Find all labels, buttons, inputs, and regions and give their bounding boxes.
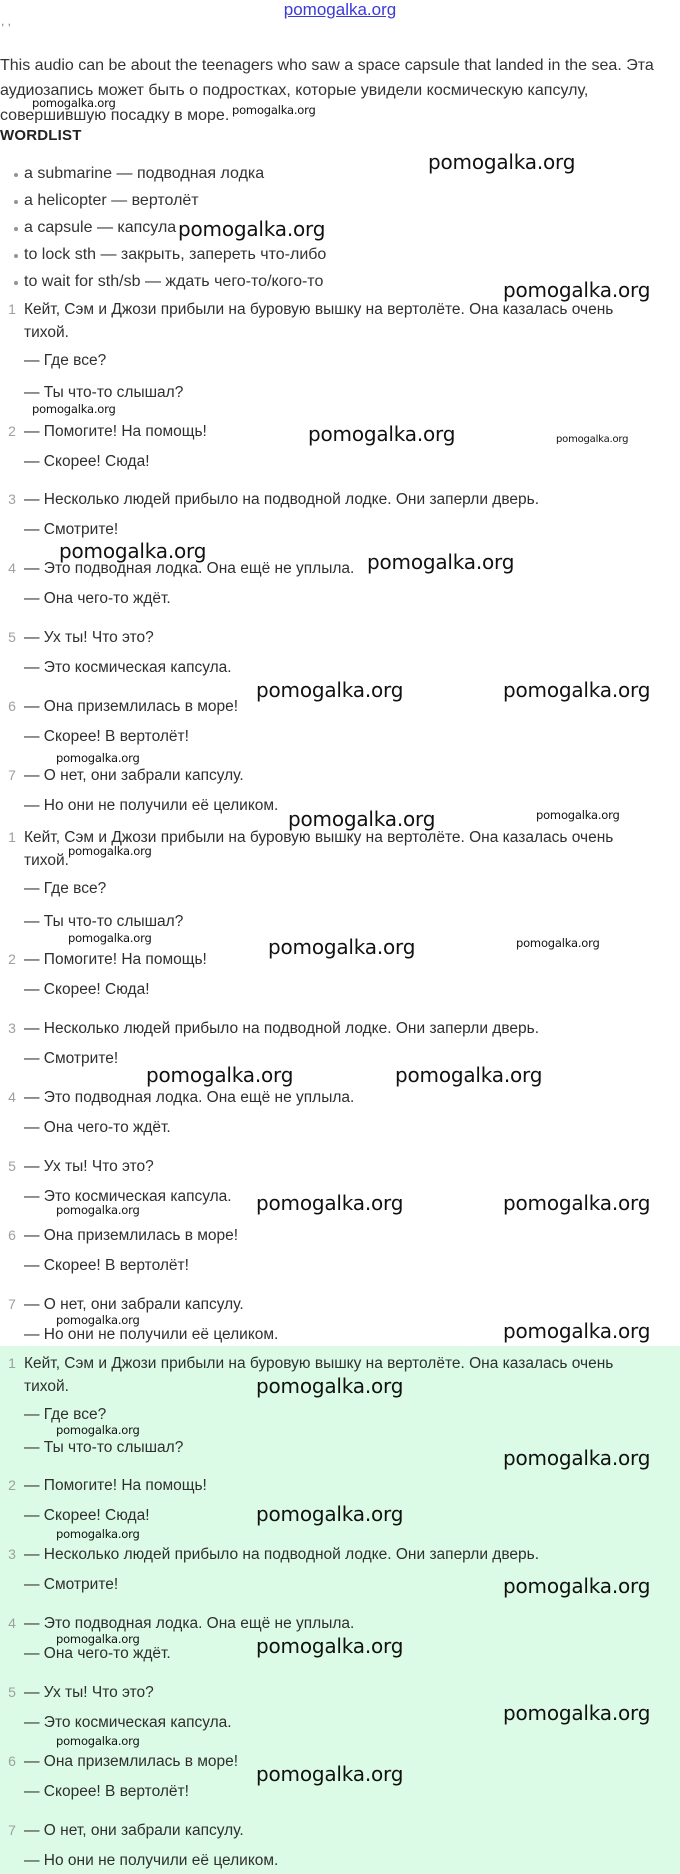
- transcript-line: [0, 1350, 660, 1377]
- watermark: pomogalka.org: [503, 1446, 651, 1470]
- intro-paragraph: This audio can be about the teenagers who saw a space capsule that landed in the sea. Эта аудиозапись может быть о подростках, которые увидели космическую капсулу, совершившую посадку в море.: [0, 57, 654, 123]
- line-number: 7: [8, 1822, 16, 1838]
- wordlist-item: a capsule — капсула: [0, 214, 326, 241]
- line-number: 5: [8, 629, 16, 645]
- line-number: 7: [8, 767, 16, 783]
- punctuation-marks: , ,: [1, 14, 12, 28]
- transcript-line: — Но они не получили её целиком.: [24, 1326, 279, 1343]
- transcript-line: — Ты что-то слышал?: [24, 384, 184, 401]
- watermark: pomogalka.org: [256, 1634, 404, 1658]
- watermark: pomogalka.org: [32, 402, 116, 416]
- watermark: pomogalka.org: [428, 150, 576, 174]
- transcript-line: — Смотрите!: [24, 1050, 119, 1067]
- watermark: pomogalka.org: [516, 936, 600, 950]
- line-number: 5: [8, 1158, 16, 1174]
- watermark: pomogalka.org: [56, 1527, 140, 1541]
- line-text: — Помогите! На помощь!: [24, 423, 207, 440]
- transcript-line: [0, 1084, 660, 1111]
- watermark: pomogalka.org: [503, 1574, 651, 1598]
- line-text: — Это подводная лодка. Она ещё не уплыла.: [24, 1089, 355, 1106]
- transcript-line: [0, 624, 660, 651]
- transcript-line: — Скорее! В вертолёт!: [24, 1257, 189, 1274]
- transcript-line: тихой.: [24, 324, 69, 341]
- transcript-line: — Она чего-то ждёт.: [24, 590, 171, 607]
- transcript-line: — Скорее! Сюда!: [24, 981, 150, 998]
- line-text: — Несколько людей прибыло на подводной лодке. Они заперли дверь.: [24, 1546, 540, 1563]
- transcript-line: — Скорее! Сюда!: [24, 1507, 150, 1524]
- watermark: pomogalka.org: [367, 550, 515, 574]
- transcript-line: — Но они не получили её целиком.: [24, 797, 279, 814]
- watermark: pomogalka.org: [178, 217, 326, 241]
- site-link[interactable]: pomogalka.org: [283, 0, 397, 19]
- transcript-line: [0, 1817, 660, 1844]
- line-number: 2: [8, 1477, 16, 1493]
- watermark: pomogalka.org: [56, 1632, 140, 1646]
- line-text: — О нет, они забрали капсулу.: [24, 1822, 244, 1839]
- transcript-block-2: [0, 824, 680, 1346]
- transcript-line: тихой.: [24, 1378, 69, 1395]
- watermark: pomogalka.org: [59, 539, 207, 563]
- line-text: Кейт, Сэм и Джози прибыли на буровую вышку на вертолёте. Она казалась очень: [24, 301, 614, 318]
- transcript-line: — Это космическая капсула.: [24, 1714, 232, 1731]
- watermark: pomogalka.org: [56, 1423, 140, 1437]
- watermark: pomogalka.org: [56, 1734, 140, 1748]
- watermark: pomogalka.org: [536, 808, 620, 822]
- watermark: pomogalka.org: [308, 422, 456, 446]
- transcript-line: — Где все?: [24, 880, 107, 897]
- watermark: pomogalka.org: [32, 96, 116, 110]
- watermark: pomogalka.org: [56, 1203, 140, 1217]
- line-number: 1: [8, 301, 16, 317]
- wordlist-item: to lock sth — закрыть, запереть что-либо: [0, 241, 326, 268]
- wordlist-heading: WORDLIST: [0, 127, 82, 144]
- line-text: — О нет, они забрали капсулу.: [24, 1296, 244, 1313]
- line-text: — Она приземлилась в море!: [24, 1753, 239, 1770]
- watermark: pomogalka.org: [56, 1313, 140, 1327]
- watermark: pomogalka.org: [503, 1319, 651, 1343]
- transcript-line: [0, 1153, 660, 1180]
- watermark: pomogalka.org: [288, 807, 436, 831]
- watermark: pomogalka.org: [256, 1191, 404, 1215]
- line-text: — Ух ты! Что это?: [24, 629, 154, 646]
- transcript-line: [0, 762, 660, 789]
- transcript-line: тихой.: [24, 852, 69, 869]
- transcript-line: [0, 1015, 660, 1042]
- line-text: Кейт, Сэм и Джози прибыли на буровую вышку на вертолёте. Она казалась очень: [24, 829, 614, 846]
- line-text: — Она приземлилась в море!: [24, 1227, 239, 1244]
- watermark: pomogalka.org: [256, 1502, 404, 1526]
- transcript-line: — Это космическая капсула.: [24, 1188, 232, 1205]
- line-text: — О нет, они забрали капсулу.: [24, 767, 244, 784]
- watermark: pomogalka.org: [56, 751, 140, 765]
- transcript-line: — Это космическая капсула.: [24, 659, 232, 676]
- line-number: 6: [8, 1227, 16, 1243]
- line-number: 2: [8, 423, 16, 439]
- watermark: pomogalka.org: [395, 1063, 543, 1087]
- watermark: pomogalka.org: [503, 1701, 651, 1725]
- transcript-line: [0, 1541, 660, 1568]
- line-text: — Это подводная лодка. Она ещё не уплыла.: [24, 560, 355, 577]
- watermark: pomogalka.org: [556, 434, 629, 445]
- transcript-line: [0, 486, 660, 513]
- line-number: 1: [8, 829, 16, 845]
- watermark: pomogalka.org: [68, 844, 152, 858]
- watermark: pomogalka.org: [256, 1374, 404, 1398]
- transcript-line: — Она чего-то ждёт.: [24, 1119, 171, 1136]
- transcript-line: — Скорее! В вертолёт!: [24, 728, 189, 745]
- watermark: pomogalka.org: [256, 678, 404, 702]
- line-text: — Помогите! На помощь!: [24, 951, 207, 968]
- watermark: pomogalka.org: [268, 935, 416, 959]
- line-text: — Это подводная лодка. Она ещё не уплыла.: [24, 1615, 355, 1632]
- transcript-line: — Но они не получили её целиком.: [24, 1852, 279, 1869]
- wordlist-item: a submarine — подводная лодка: [0, 160, 326, 187]
- line-number: 1: [8, 1355, 16, 1371]
- line-number: 3: [8, 1546, 16, 1562]
- line-text: — Она приземлилась в море!: [24, 698, 239, 715]
- transcript-line: — Она чего-то ждёт.: [24, 1645, 171, 1662]
- watermark: pomogalka.org: [68, 931, 152, 945]
- watermark: pomogalka.org: [256, 1762, 404, 1786]
- wordlist-item: a helicopter — вертолёт: [0, 187, 326, 214]
- line-number: 6: [8, 698, 16, 714]
- transcript-line: — Ты что-то слышал?: [24, 913, 184, 930]
- line-text: — Ух ты! Что это?: [24, 1158, 154, 1175]
- line-number: 5: [8, 1684, 16, 1700]
- watermark: pomogalka.org: [503, 678, 651, 702]
- line-number: 4: [8, 1089, 16, 1105]
- line-text: — Помогите! На помощь!: [24, 1477, 207, 1494]
- watermark: pomogalka.org: [146, 1063, 294, 1087]
- line-number: 7: [8, 1296, 16, 1312]
- line-text: Кейт, Сэм и Джози прибыли на буровую вышку на вертолёте. Она казалась очень: [24, 1355, 614, 1372]
- transcript-line: — Смотрите!: [24, 521, 119, 538]
- transcript-line: — Скорее! Сюда!: [24, 453, 150, 470]
- transcript-line: [0, 1222, 660, 1249]
- watermark: pomogalka.org: [232, 103, 316, 117]
- watermark: pomogalka.org: [503, 1191, 651, 1215]
- transcript-line: [0, 1472, 660, 1499]
- line-text: — Ух ты! Что это?: [24, 1684, 154, 1701]
- line-text: — Несколько людей прибыло на подводной лодке. Они заперли дверь.: [24, 1020, 540, 1037]
- transcript-line: — Ты что-то слышал?: [24, 1439, 184, 1456]
- line-number: 4: [8, 1615, 16, 1631]
- line-number: 3: [8, 1020, 16, 1036]
- line-number: 6: [8, 1753, 16, 1769]
- line-number: 2: [8, 951, 16, 967]
- line-number: 4: [8, 560, 16, 576]
- line-text: — Несколько людей прибыло на подводной лодке. Они заперли дверь.: [24, 491, 540, 508]
- wordlist-item: to wait for sth/sb — ждать чего-то/кого-то: [0, 268, 326, 295]
- transcript-line: — Где все?: [24, 352, 107, 369]
- watermark: pomogalka.org: [503, 278, 651, 302]
- transcript-line: — Смотрите!: [24, 1576, 119, 1593]
- transcript-line: — Где все?: [24, 1406, 107, 1423]
- line-number: 3: [8, 491, 16, 507]
- transcript-line: — Скорее! В вертолёт!: [24, 1783, 189, 1800]
